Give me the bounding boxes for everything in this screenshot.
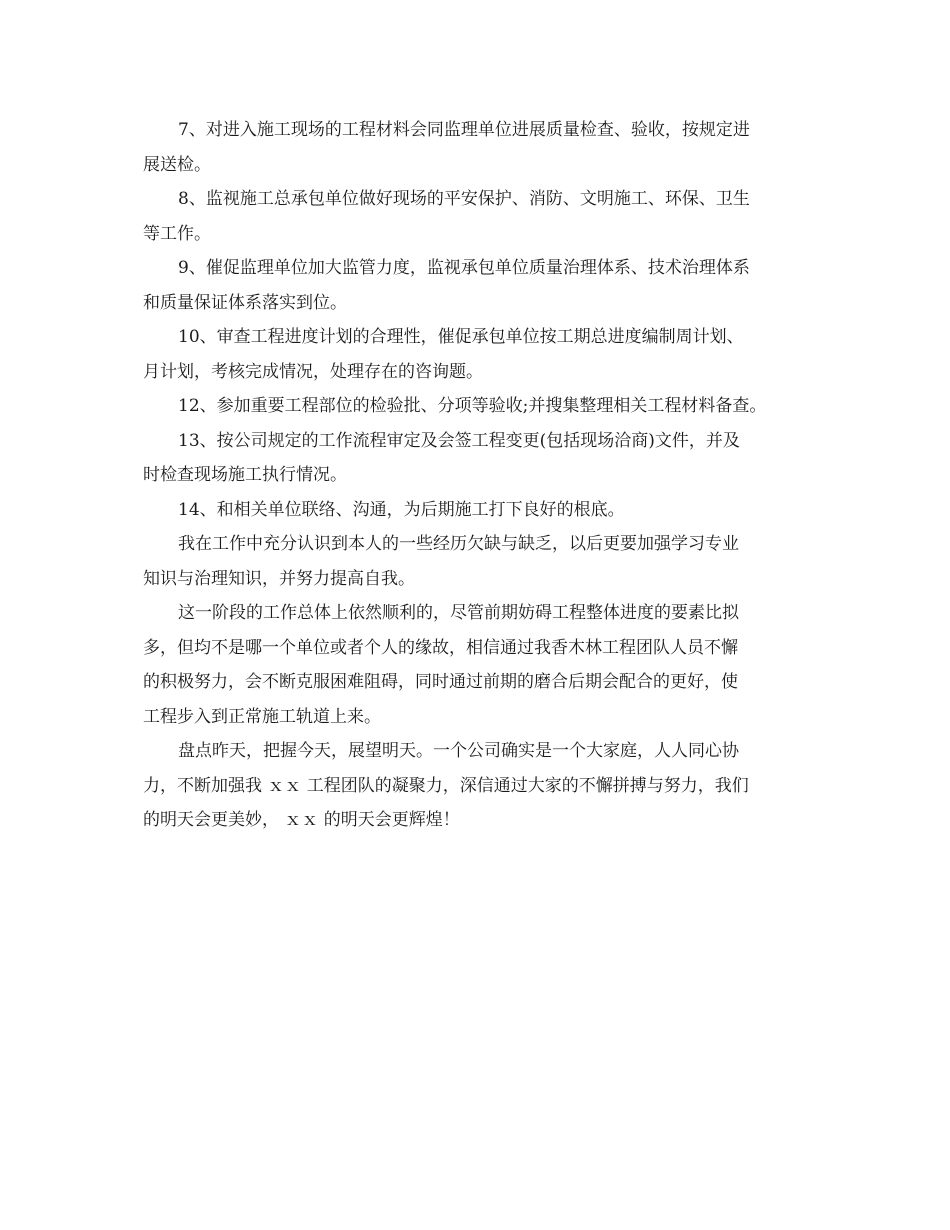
paragraph-stage-summary <box>143 596 813 734</box>
paragraph-item-7 <box>143 113 813 182</box>
text-line: 这一阶段的工作总体上依然顺利的，尽管前期妨碍工程整体进度的要素比拟 <box>178 603 739 623</box>
text-line: 知识与治理知识，并努力提高自我。 <box>143 568 415 589</box>
paragraph-item-12 <box>143 389 813 424</box>
text-line: 月计划，考核完成情况，处理存在的咨询题。 <box>143 361 483 382</box>
text-line: 14、和相关单位联络、沟通，为后期施工打下良好的根底。 <box>178 499 625 520</box>
text-line: 和质量保证体系落实到位。 <box>143 292 347 313</box>
text-line: 工程步入到正常施工轨道上来。 <box>143 706 381 727</box>
text-line: 9、催促监理单位加大监管力度，监视承包单位质量治理体系、技术治理体系 <box>178 258 750 278</box>
text-line: 多，但均不是哪一个单位或者个人的缘故，相信通过我香木林工程团队人员不懈 <box>143 637 738 658</box>
paragraph-item-13 <box>143 424 813 493</box>
text-line: 我在工作中充分认识到本人的一些经历欠缺与缺乏，以后更要加强学习专业 <box>178 534 739 554</box>
text-line: 7、对进入施工现场的工程材料会同监理单位进展质量检查、验收，按规定进 <box>178 120 750 140</box>
text-line: 盘点昨天，把握今天，展望明天。一个公司确实是一个大家庭，人人同心协 <box>178 741 739 761</box>
text-line: 展送检。 <box>143 154 211 175</box>
text-line: 12、参加重要工程部位的检验批、分项等验收;并搜集整理相关工程材料备查。 <box>178 396 767 416</box>
text-line: 的明天会更美妙， ｘｘ 的明天会更辉煌！ <box>143 810 460 830</box>
paragraph-item-14 <box>143 493 813 528</box>
text-line: 时检查现场施工执行情况。 <box>143 465 347 485</box>
paragraph-item-9 <box>143 251 813 320</box>
paragraph-item-10 <box>143 320 813 389</box>
text-line: 10、审查工程进度计划的合理性，催促承包单位按工期总进度编制周计划、 <box>178 327 744 347</box>
paragraph-closing <box>143 734 813 838</box>
text-line: 的积极努力，会不断克服困难阻碍，同时通过前期的磨合后期会配合的更好，使 <box>143 672 738 692</box>
document-body <box>143 113 813 838</box>
text-line: 13、按公司规定的工作流程审定及会签工程变更(包括现场洽商)文件，并及 <box>178 430 740 451</box>
paragraph-item-8 <box>143 182 813 251</box>
paragraph-self-reflection <box>143 527 813 596</box>
text-line: 力，不断加强我 ｘｘ 工程团队的凝聚力，深信通过大家的不懈拼搏与努力，我们 <box>143 775 749 796</box>
text-line: 8、监视施工总承包单位做好现场的平安保护、消防、文明施工、环保、卫生 <box>178 189 750 209</box>
text-line: 等工作。 <box>143 223 211 244</box>
